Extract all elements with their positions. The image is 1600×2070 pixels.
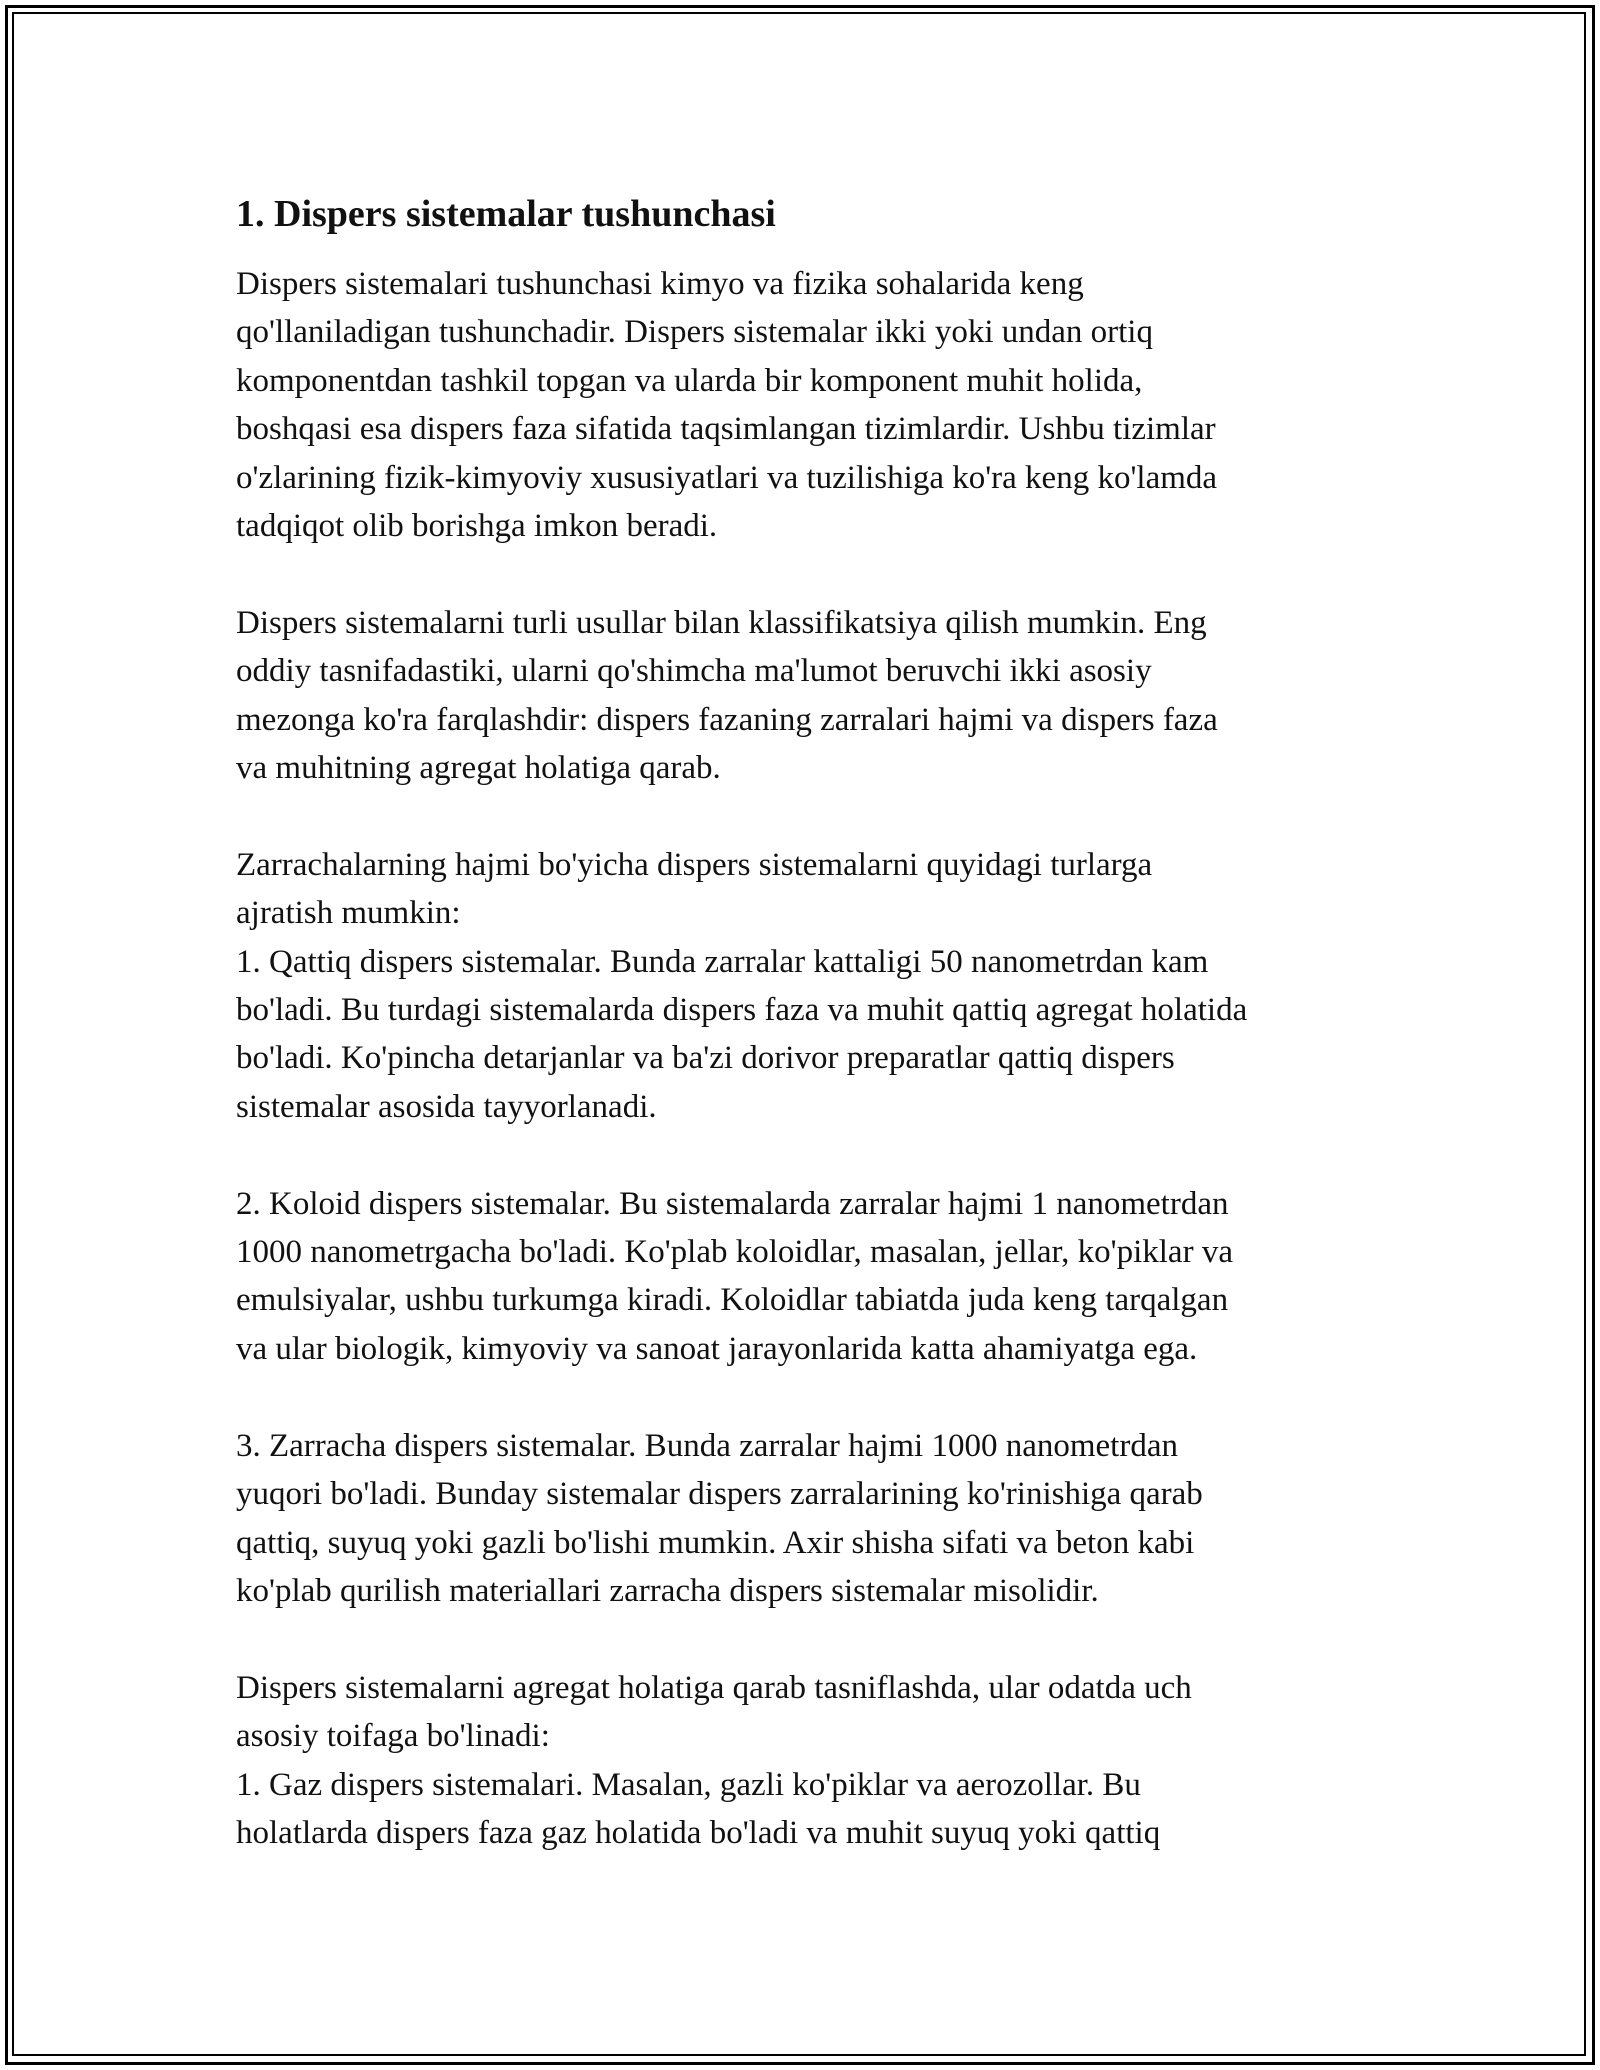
text-line: qo'llaniladigan tushunchadir. Dispers sistemalar ikki yoki undan ortiq	[236, 314, 1153, 351]
text-line: bo'ladi. Bu turdagi sistemalarda dispers faza va muhit qattiq agregat holatida	[236, 992, 1248, 1029]
section-heading: 1. Dispers sistemalar tushunchasi	[236, 193, 776, 235]
text-line: Zarrachalarning hajmi bo'yicha dispers sistemalarni quyidagi turlarga	[236, 846, 1153, 883]
text-line: Dispers sistemalari tushunchasi kimyo va fizika sohalarida keng	[236, 266, 1084, 302]
paragraph-particle	[236, 1422, 1376, 1616]
text-line: ajratish mumkin:	[236, 895, 461, 932]
paragraph-colloid	[236, 1180, 1376, 1374]
text-line: oddiy tasnifadastiki, ularni qo'shimcha ma'lumot beruvchi ikki asosiy	[236, 653, 1152, 690]
text-line: yuqori bo'ladi. Bunday sistemalar dispers zarralarining ko'rinishiga qarab	[236, 1476, 1203, 1513]
text-line: asosiy toifaga bo'linadi:	[236, 1718, 550, 1755]
text-line: qattiq, suyuq yoki gazli bo'lishi mumkin. Axir shisha sifati va beton kabi	[236, 1524, 1195, 1561]
text-line: 1. Qattiq dispers sistemalar. Bunda zarralar kattaligi 50 nanometrdan kam	[236, 943, 1209, 980]
text-line: mezonga ko'ra farqlashdir: dispers fazaning zarralari hajmi va dispers faza	[236, 701, 1218, 738]
text-line: tadqiqot olib borishga imkon beradi.	[236, 508, 718, 545]
text-line: va muhitning agregat holatiga qarab.	[236, 750, 721, 787]
text-line: bo'ladi. Ko'pincha detarjanlar va ba'zi dorivor preparatlar qattiq dispers	[236, 1040, 1175, 1077]
paragraph-classification	[236, 599, 1376, 793]
text-line: 3. Zarracha dispers sistemalar. Bunda zarralar hajmi 1000 nanometrdan	[236, 1427, 1178, 1464]
paragraph-size-types	[236, 841, 1376, 1131]
text-line: sistemalar asosida tayyorlanadi.	[236, 1088, 657, 1125]
paragraph-intro	[236, 260, 1376, 550]
paragraph-aggregate-state	[236, 1664, 1376, 1858]
text-line: 1. Gaz dispers sistemalari. Masalan, gazli ko'piklar va aerozollar. Bu	[236, 1766, 1141, 1803]
text-line: o'zlarining fizik-kimyoviy xususiyatlari va tuzilishiga ko'ra keng ko'lamda	[236, 459, 1218, 496]
document-body	[236, 190, 1376, 1906]
text-line: holatlarda dispers faza gaz holatida bo'ladi va muhit suyuq yoki qattiq	[236, 1814, 1161, 1851]
text-line: emulsiyalar, ushbu turkumga kiradi. Koloidlar tabiatda juda keng tarqalgan	[236, 1282, 1229, 1319]
text-line: Dispers sistemalarni agregat holatiga qarab tasniflashda, ular odatda uch	[236, 1669, 1192, 1706]
text-line: 2. Koloid dispers sistemalar. Bu sistemalarda zarralar hajmi 1 nanometrdan	[236, 1185, 1229, 1222]
text-line: ko'plab qurilish materiallari zarracha dispers sistemalar misolidir.	[236, 1572, 1099, 1609]
text-line: Dispers sistemalarni turli usullar bilan klassifikatsiya qilish mumkin. Eng	[236, 604, 1207, 641]
text-line: 1000 nanometrgacha bo'ladi. Ko'plab koloidlar, masalan, jellar, ko'piklar va	[236, 1234, 1233, 1271]
text-line: komponentdan tashkil topgan va ularda bir komponent muhit holida,	[236, 362, 1143, 399]
text-line: boshqasi esa dispers faza sifatida taqsimlangan tizimlardir. Ushbu tizimlar	[236, 411, 1216, 448]
text-line: va ular biologik, kimyoviy va sanoat jarayonlarida katta ahamiyatga ega.	[236, 1330, 1198, 1367]
